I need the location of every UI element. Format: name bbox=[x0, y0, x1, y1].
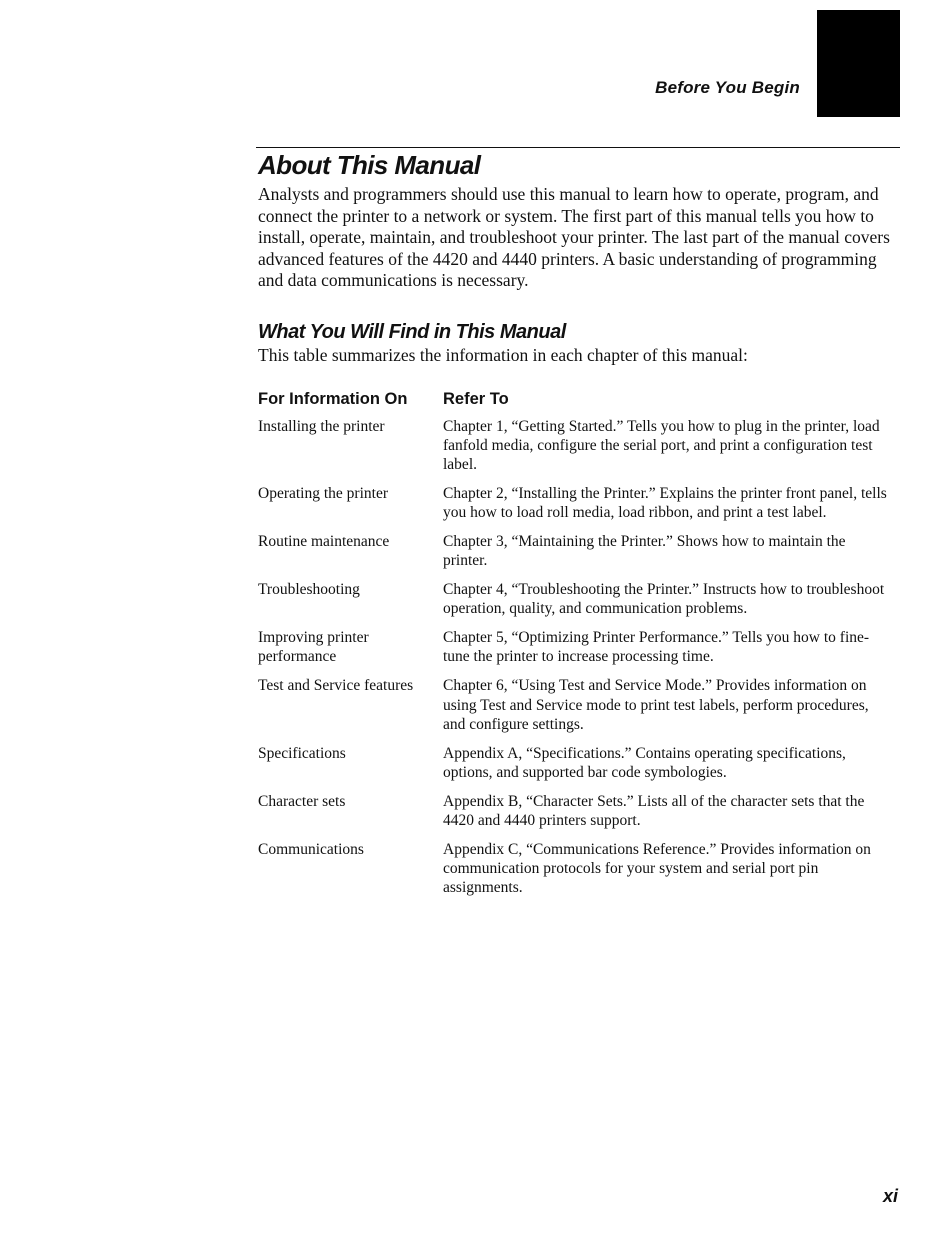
running-head: Before You Begin bbox=[655, 78, 800, 97]
subsection-title: What You Will Find in This Manual bbox=[258, 320, 566, 343]
row-refer: Appendix C, “Communications Reference.” Provides information on communication protocols for your system and serial port pin assignments. bbox=[443, 840, 871, 897]
table-header-topic: For Information On bbox=[258, 389, 408, 408]
chapter-tab-block bbox=[817, 10, 900, 117]
table-row bbox=[258, 628, 892, 667]
row-refer: Appendix B, “Character Sets.” Lists all of the character sets that the 4420 and 4440 printers support. bbox=[443, 792, 865, 830]
table-row bbox=[258, 676, 892, 734]
table-header-row bbox=[258, 387, 892, 411]
table-row bbox=[258, 532, 892, 571]
page-number: xi bbox=[882, 1186, 898, 1206]
row-topic: Routine maintenance bbox=[258, 532, 390, 550]
row-refer: Appendix A, “Specifications.” Contains operating specifications, options, and supported bar code symbologies. bbox=[443, 744, 846, 781]
row-topic: Communications bbox=[258, 840, 364, 858]
table-row bbox=[258, 840, 892, 898]
main-content bbox=[258, 148, 892, 907]
row-refer: Chapter 2, “Installing the Printer.” Explains the printer front panel, tells you how to load roll media, load ribbon, and print a test label. bbox=[443, 484, 887, 522]
row-refer: Chapter 1, “Getting Started.” Tells you how to plug in the printer, load fanfold media, configure the serial port, and print a configuration test label. bbox=[443, 417, 880, 474]
table-row bbox=[258, 744, 892, 783]
row-refer: Chapter 5, “Optimizing Printer Performance.” Tells you how to fine-tune the printer to increase processing time. bbox=[443, 629, 870, 666]
table-row bbox=[258, 484, 892, 523]
table-row bbox=[258, 792, 892, 831]
row-topic: Troubleshooting bbox=[258, 581, 360, 599]
subsection-intro: This table summarizes the information in each chapter of this manual: bbox=[258, 344, 748, 365]
row-topic: Specifications bbox=[258, 744, 346, 762]
table-body bbox=[258, 417, 892, 898]
row-topic: Installing the printer bbox=[258, 417, 385, 435]
row-refer: Chapter 6, “Using Test and Service Mode.” Provides information on using Test and Service mode to print test labels, perform procedures, and configure settings. bbox=[443, 677, 869, 733]
table-row bbox=[258, 417, 892, 475]
row-topic: Character sets bbox=[258, 792, 346, 810]
row-refer: Chapter 3, “Maintaining the Printer.” Shows how to maintain the printer. bbox=[443, 532, 846, 570]
table-header-refer: Refer To bbox=[443, 389, 509, 408]
row-topic: Test and Service features bbox=[258, 677, 414, 695]
section-body: Analysts and programmers should use this manual to learn how to operate, program, and connect the printer to a network or system. The first part of this manual tells you how to install, operate, maintain, and troubleshoot your printer. The last part of the manual covers advanced features of the 4420 and 4440 printers. A basic understanding of programming and data communications is necessary. bbox=[258, 184, 890, 290]
section-title: About This Manual bbox=[258, 150, 481, 180]
row-topic: Improving printer performance bbox=[258, 629, 369, 666]
row-refer: Chapter 4, “Troubleshooting the Printer.” Instructs how to troubleshoot operation, quality, and communication problems. bbox=[443, 581, 885, 618]
table-row bbox=[258, 580, 892, 619]
row-topic: Operating the printer bbox=[258, 484, 388, 502]
